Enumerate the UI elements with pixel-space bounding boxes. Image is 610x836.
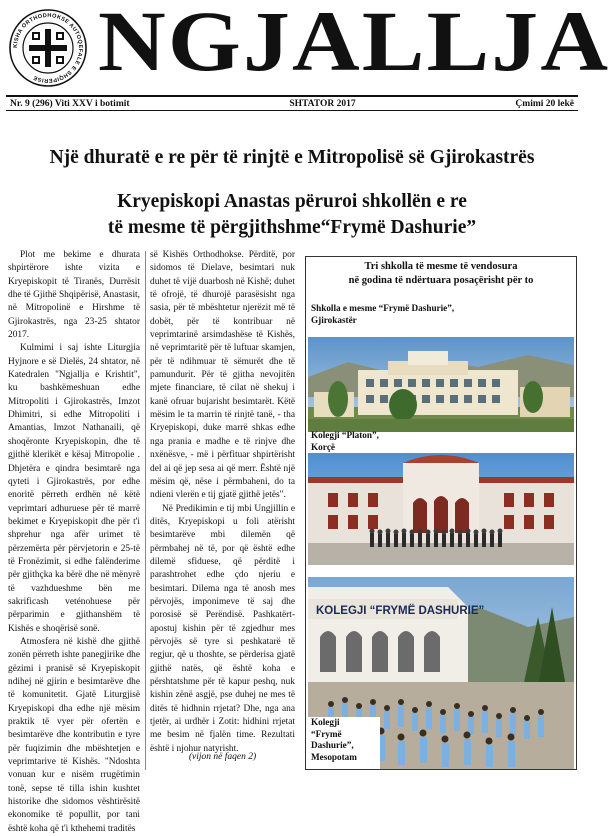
school-caption-gjirokaster [311,303,501,326]
main-headline: Një dhuratë e re për të rinjtë e Mitropolisë së Gjirokastrës [49,147,535,168]
continued-note: (vijon në faqen 2) [188,752,257,762]
caption-line: Korçë [311,441,335,452]
issue-number: Nr. 9 (296) Viti XXV i botimit [10,98,130,109]
photo-box-title [306,260,576,288]
paragraph: Atmosfera në kishë dhe gjithë zonën përreth ishte panegjirike dhe gëzimi i pranisë së Kryepiskopit ndihej në gjirin e besimtarëve dhe të komunitetit. Gjatë Liturgjisë Kryepiskopi dha edhe një mësim praktik të vyer për ofertën e besimtarëve dhe kontributin e tyre për fuqizimin dhe mbështetjen e veprimtarive të Kishës. "Ndoshta vonuan kur e nisëm rrugëtimin tonë, sepse të tilla ishin kushtet historike dhe sidomos vështirësitë ekonomike të popullit, por tani është koha që t'i kthehemi traditës [8,636,140,834]
school-photo-gjirokaster [308,337,574,432]
school-caption-mesopotam [311,717,383,763]
column-divider [145,251,146,770]
caption-line: Kolegji “Platon”, [311,430,379,440]
school-sign-text: KOLEGJI “FRYMË DASHURIE” [316,605,485,617]
caption-line: “Frymë Dashurie”, [311,728,354,750]
paragraph: Kulmimi i saj ishte Liturgjia Hyjnore e së Dielës, 24 shtator, në Katedralen "Ngjallja e Krishtit", ku bashkëmeshuan edhe Mitropoliti i Gjirokastrës, Imzot Dhimitri, si edhe Mitropoliti i Amantias, Imzot Nathanaili, që shoqëronte Kryepiskopin, dhe të gjithë klerikët e kësaj Mitropolie . Dhjetëra e qindra besimtarë nga qyteti i Gjirokastrës, por edhe enoritë përreth erdhën në këtë veprimtari adhuruese për të marrë bekimet e Kryepiskopit dhe për t'i shprehur nga afër urimet të përzemërta për përvjetorin e 25-të të Fronëzimit, si edhe falënderime për gjithçka ka bërë dhe në mënyrë të vazhdueshme bën me sakrificash veténohuese për përparimin e gjithanshëm të Kishës e shoqërisë sonë. [8,343,140,634]
caption-line: Shkolla e mesme “Frymë Dashurie”, [311,303,455,313]
issue-date: SHTATOR 2017 [289,98,356,109]
paragraph: Në Predikimin e tij mbi Ungjillin e ditës, Kryepiskopi u foli atërisht besimtarëve mbi dilemën që përmbahej në të, por që është edhe dilemë sfiduese, që përditë i parashtrohet edhe çdo njeriu e besimtari. Dilema nga të anosh mes përvojës, imponimeve të saj dhe porosisë së Perëndisë. Pashkatërt-apostuj kishin për të zgjedhur mes përvojës së tyre si peshkatarë të regjur, që u thoshte, se përderisa gjatë gjithë natës, që është koha e përshtatshme për të kapur peshq, nuk kishin zënë asgjë, pse duhej ne mes të ditës të hidhnin rrjetat? Dhe, nga ana tjetër, ai urdhër i Zotit: hidhini rrjetat me besim në fjalën time. Rezultati është i njohur natyrisht. [150,503,295,754]
church-seal-icon [8,8,88,88]
issue-price: Çmimi 20 lekë [515,98,574,109]
caption-line: Mesopotam [311,751,357,762]
sub-headline-line1: Kryepiskopi Anastas përuroi shkollën e re [117,191,467,212]
schools-photo-box [305,256,577,770]
photo-box-title-line1: Tri shkolla të mesme të vendosura [364,261,518,272]
paragraph: së Kishës Orthodhokse. Përditë, por sidomos të Dielave, besimtari nuk duhet të vijë duarbosh në Kishë; duhet të ofrojë, të dhurojë parasësisht nga sasia, për të mbështetur njerëzit më të dobët, për të kontribuar në veprimtarinë arsimdashëse të Kishës, në veprimtaritë për të luftuar skamjen, për të ndihmuar të sëmurët dhe të pamundurit. Për të gjitha nevojitën mjete financiare, të cilat në shekuj i kanë ofruar bujarisht besimtarët. Këtë mësim le ta marrin të rinjtë tanë, - tha Kryepiskopi, duke marrë shkas edhe nga prania e madhe e të rinjve dhe nxënësve, - më i përfituar shpirtërisht del ai që jep sesa ai që merr. Është një mësim që, nëse i përmbaheni, do ta ndieni vlerën e tij gjatë gjithë jetës". [150,250,295,501]
photo-box-title-line2: në godina të ndërtuara posaçërisht për to [348,275,534,287]
sub-headline [0,189,584,240]
sub-headline-line2: të mesme të përgjithshme“Frymë Dashurie” [107,216,477,238]
article-column-1 [8,249,140,836]
paragraph: Plot me bekime e dhurata shpirtërore ishte vizita e Kryepiskopit të Tiranës, Durrësit dhe të Gjithë Shqipërisë, Anastasit, në Mitropolinë e Hirshme të Gjirokastrës, nga 23-25 shtator 2017. [8,250,140,341]
issue-bar [6,95,578,111]
school-caption-korce [311,430,401,453]
caption-line: Gjirokastër [311,314,357,325]
newspaper-title: NGJALLJA [98,0,610,89]
article-column-2 [150,249,295,756]
school-photo-korce [308,453,574,565]
masthead [6,0,610,94]
caption-line: Kolegji [311,717,340,727]
seal-text: KISHA ORTHODHOKSE AUTOQEFALE E SHQIPERISE [12,12,84,84]
